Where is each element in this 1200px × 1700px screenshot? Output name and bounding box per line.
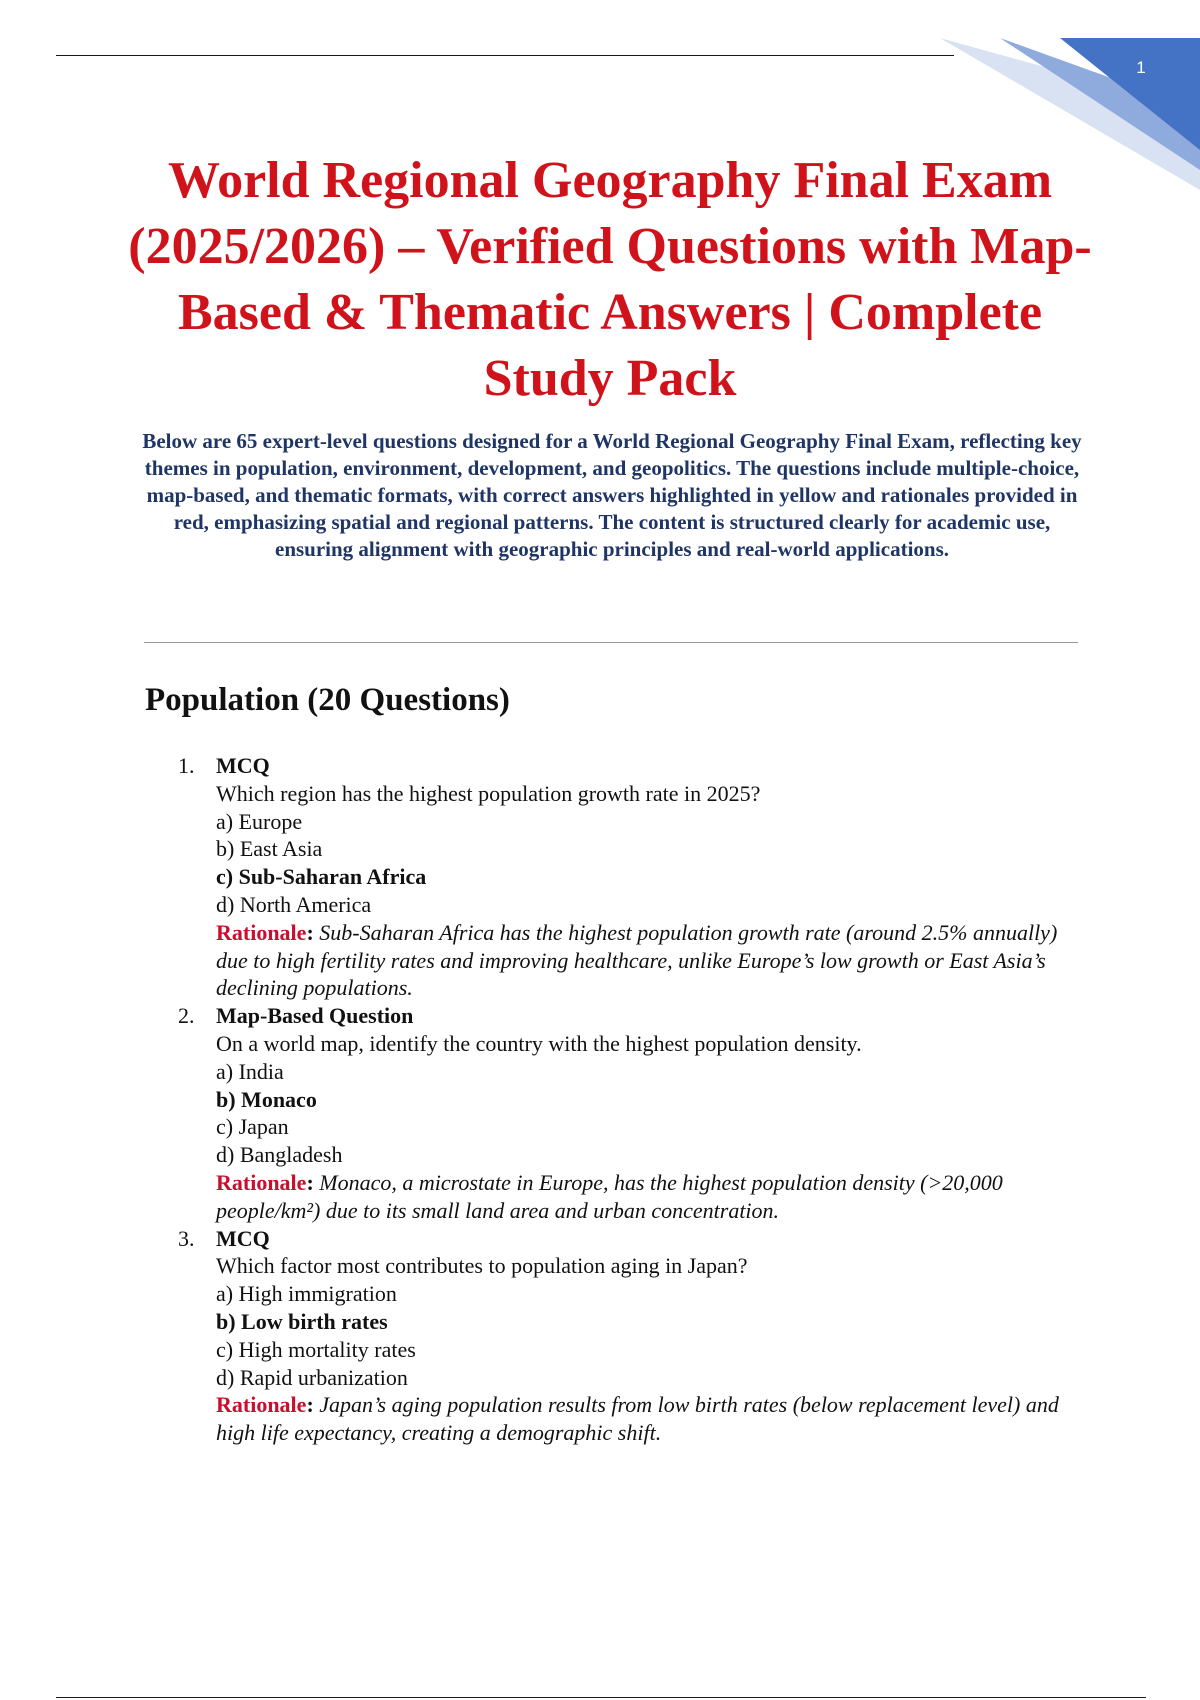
rationale: Rationale: Monaco, a microstate in Europe, has the highest population density (>20,000 people/km²) due to its small land area and urban concentration. [216, 1169, 1003, 1223]
page-number: 1 [1136, 58, 1146, 77]
question-number: 3. [178, 1225, 195, 1251]
answer-option: d) Bangladesh [216, 1142, 343, 1168]
correct-answer-option: b) Monaco [216, 1086, 317, 1112]
question-item [178, 752, 1088, 1002]
question-type: MCQ [216, 753, 270, 778]
rationale-label: Rationale [216, 1392, 307, 1418]
question-prompt: Which region has the highest population growth rate in 2025? [216, 780, 761, 806]
document-title: World Regional Geography Final Exam (2025/2026) – Verified Questions with Map-Based & Thematic Answers | Complete Study Pack [128, 152, 1092, 407]
header-rule [56, 55, 954, 56]
question-number: 1. [178, 753, 195, 778]
rationale-text: Japan’s aging population results from low birth rates (below replacement level) and high life expectancy, creating a demographic shift. [216, 1392, 1059, 1446]
rationale-text: Monaco, a microstate in Europe, has the highest population density (>20,000 people/km²) due to its small land area and urban concentration. [216, 1169, 1003, 1223]
question-list [178, 752, 1088, 1447]
answer-option: a) High immigration [216, 1281, 397, 1307]
footer-rule [56, 1697, 1146, 1698]
rationale-label: Rationale [216, 919, 307, 945]
rationale: Rationale: Japan’s aging population results from low birth rates (below replacement level) and high life expectancy, creating a demographic shift. [216, 1392, 1059, 1446]
correct-answer-option: b) Low birth rates [216, 1308, 388, 1334]
rationale-label: Rationale [216, 1169, 307, 1195]
intro-paragraph: Below are 65 expert-level questions designed for a World Regional Geography Final Exam, reflecting key themes in population, environment, development, and geopolitics. The questions include multiple-choice, map-based, and thematic formats, with correct answers highlighted in yellow and rationales provided in red, emphasizing spatial and regional patterns. The content is structured clearly for academic use, ensuring alignment with geographic principles and real-world applications. [142, 429, 1082, 561]
answer-option: c) High mortality rates [216, 1336, 416, 1362]
question-item [178, 1002, 1088, 1224]
answer-option: c) Japan [216, 1114, 289, 1140]
question-type: MCQ [216, 1225, 270, 1251]
answer-option: b) East Asia [216, 836, 323, 862]
rationale-text: Sub-Saharan Africa has the highest population growth rate (around 2.5% annually) due to high fertility rates and improving healthcare, unlike Europe’s low growth or East Asia’s declining populations. [216, 919, 1058, 1001]
answer-option: d) Rapid urbanization [216, 1364, 408, 1390]
question-prompt: On a world map, identify the country with the highest population density. [216, 1030, 862, 1056]
correct-answer-option: c) Sub-Saharan Africa [216, 864, 427, 890]
rationale: Rationale: Sub-Saharan Africa has the highest population growth rate (around 2.5% annually) due to high fertility rates and improving healthcare, unlike Europe’s low growth or East Asia’s declining populations. [216, 919, 1058, 1001]
section-heading: Population (20 Questions) [145, 682, 510, 718]
answer-option: a) Europe [216, 808, 303, 834]
question-item [178, 1225, 1088, 1447]
question-type: Map-Based Question [216, 1003, 414, 1029]
question-number: 2. [178, 1003, 195, 1029]
answer-option: d) North America [216, 891, 372, 917]
question-prompt: Which factor most contributes to population aging in Japan? [216, 1253, 748, 1279]
section-divider [144, 642, 1078, 643]
answer-option: a) India [216, 1058, 284, 1084]
